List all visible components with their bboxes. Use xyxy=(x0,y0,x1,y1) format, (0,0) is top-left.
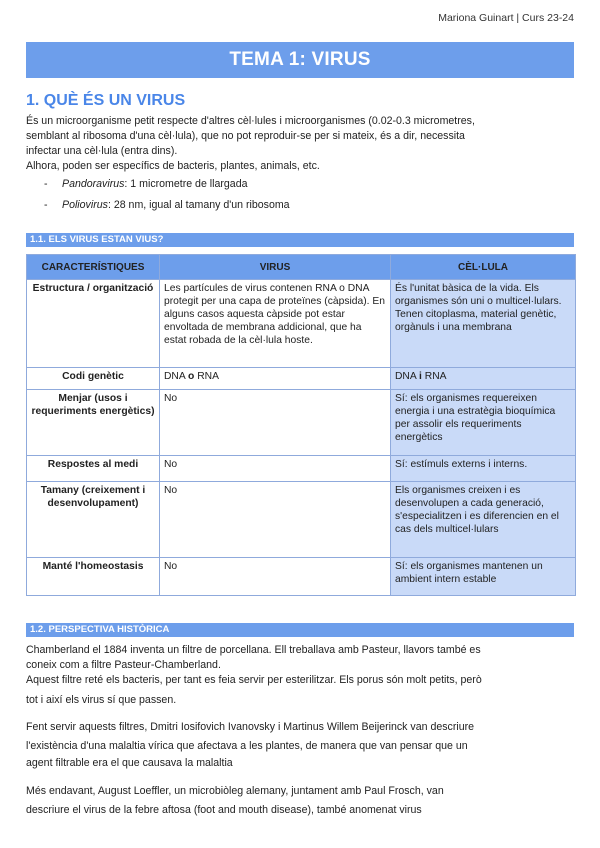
row-label: Respostes al medi xyxy=(27,456,160,482)
intro-line: infectar una cèl·lula (entra dins). xyxy=(26,145,178,157)
table-row xyxy=(27,368,576,390)
section-heading-1: 1. QUÈ ÉS UN VIRUS xyxy=(26,92,186,109)
cell-cell: Sí: els organismes requereixen energia i una estratègia bioquímica per assolir els requeriments energètics xyxy=(391,390,576,456)
virus-name: Pandoravirus xyxy=(62,178,125,190)
table-row xyxy=(27,482,576,558)
history-line: agent filtrable era el que causava la malaltia xyxy=(26,757,233,769)
table-row xyxy=(27,280,576,368)
table-header-row xyxy=(27,255,576,280)
history-line: Fent servir aquests filtres, Dmitri Iosifovich Ivanovsky i Martinus Willem Beijerinck van descriure xyxy=(26,721,475,733)
history-line: Chamberland el 1884 inventa un filtre de porcellana. Ell treballava amb Pasteur, llavors també es xyxy=(26,644,481,656)
cell-cell: És l'unitat bàsica de la vida. Els organismes són uni o multicel·lulars. Tenen citoplasma, material genètic, orgànuls i una membrana xyxy=(391,280,576,368)
row-label: Codi genètic xyxy=(27,368,160,390)
cell-cell: Els organismes creixen i es desenvolupen a cada generació, s'especialitzen i es diferencien en el cas dels multicel·lulars xyxy=(391,482,576,558)
cell-cell xyxy=(391,368,576,390)
conjunction: i xyxy=(419,371,422,382)
document-title: TEMA 1: VIRUS xyxy=(26,42,574,78)
bullet-item xyxy=(44,177,247,192)
column-header: VIRUS xyxy=(160,255,391,280)
virus-cell: No xyxy=(160,456,391,482)
subsection-heading-1-1: 1.1. ELS VIRUS ESTAN VIUS? xyxy=(26,233,574,247)
virus-cell: No xyxy=(160,558,391,596)
virus-cell: No xyxy=(160,482,391,558)
bullet-dash: - xyxy=(44,199,48,211)
cell-cell: Sí: els organismes mantenen un ambient intern estable xyxy=(391,558,576,596)
text-part: RNA xyxy=(194,371,219,382)
history-paragraph xyxy=(26,720,574,771)
history-line: coneix com a filtre Pasteur-Chamberland. xyxy=(26,659,221,671)
intro-paragraph xyxy=(26,114,574,174)
bullet-item xyxy=(44,198,290,213)
table-row xyxy=(27,558,576,596)
column-header: CÈL·LULA xyxy=(391,255,576,280)
intro-line: semblant al ribosoma d'una cèl·lula), que no pot reproduir-se per si mateix, és a dir, necessita xyxy=(26,130,465,142)
row-label: Tamany (creixement i desenvolupament) xyxy=(27,482,160,558)
virus-name: Poliovirus xyxy=(62,199,108,211)
bullet-text: : 1 micrometre de llargada xyxy=(124,178,248,190)
history-paragraph xyxy=(26,643,574,708)
history-line: descriure el virus de la febre aftosa (foot and mouth disease), també anomenat virus xyxy=(26,804,422,816)
row-label: Manté l'homeostasis xyxy=(27,558,160,596)
row-label: Menjar (usos i requeriments energètics) xyxy=(27,390,160,456)
history-line: Més endavant, August Loeffler, un microbiòleg alemany, juntament amb Paul Frosch, van xyxy=(26,785,444,797)
text-part: DNA xyxy=(395,371,420,382)
conjunction: o xyxy=(188,371,195,382)
bullet-text: : 28 nm, igual al tamany d'un ribosoma xyxy=(107,199,290,211)
subsection-heading-1-2: 1.2. PERSPECTIVA HISTÒRICA xyxy=(26,623,574,637)
history-line: Aquest filtre reté els bacteris, per tant es feia servir per esterilitzar. Els porus són molt petits, però xyxy=(26,674,482,686)
cell-cell: Sí: estímuls externs i interns. xyxy=(391,456,576,482)
virus-cell: No xyxy=(160,390,391,456)
table-row xyxy=(27,390,576,456)
history-line: tot i així els virus sí que passen. xyxy=(26,694,177,706)
text-part: RNA xyxy=(421,371,447,382)
author-course-header: Mariona Guinart | Curs 23-24 xyxy=(438,12,574,24)
intro-line: És un microorganisme petit respecte d'altres cèl·lules i microorganismes (0.02-0.3 micrometres, xyxy=(26,115,475,127)
virus-cell: Les partícules de virus contenen RNA o DNA protegit per una capa de proteïnes (càpsida). En alguns casos aquesta càpside pot estar envoltada de membrana addicional, que ha estat robada de la cèl·lula hoste. xyxy=(160,280,391,368)
intro-line: Alhora, poden ser específics de bacteris, plantes, animals, etc. xyxy=(26,160,320,172)
bullet-dash: - xyxy=(44,178,48,190)
history-paragraph xyxy=(26,784,574,818)
row-label: Estructura / organització xyxy=(27,280,160,368)
virus-cell xyxy=(160,368,391,390)
text-part: DNA xyxy=(164,371,189,382)
table-row xyxy=(27,456,576,482)
column-header: CARACTERÍSTIQUES xyxy=(27,255,160,280)
comparison-table xyxy=(26,254,576,596)
history-line: l'existència d'una malaltia vírica que afectava a les plantes, de manera que van pensar que un xyxy=(26,740,468,752)
